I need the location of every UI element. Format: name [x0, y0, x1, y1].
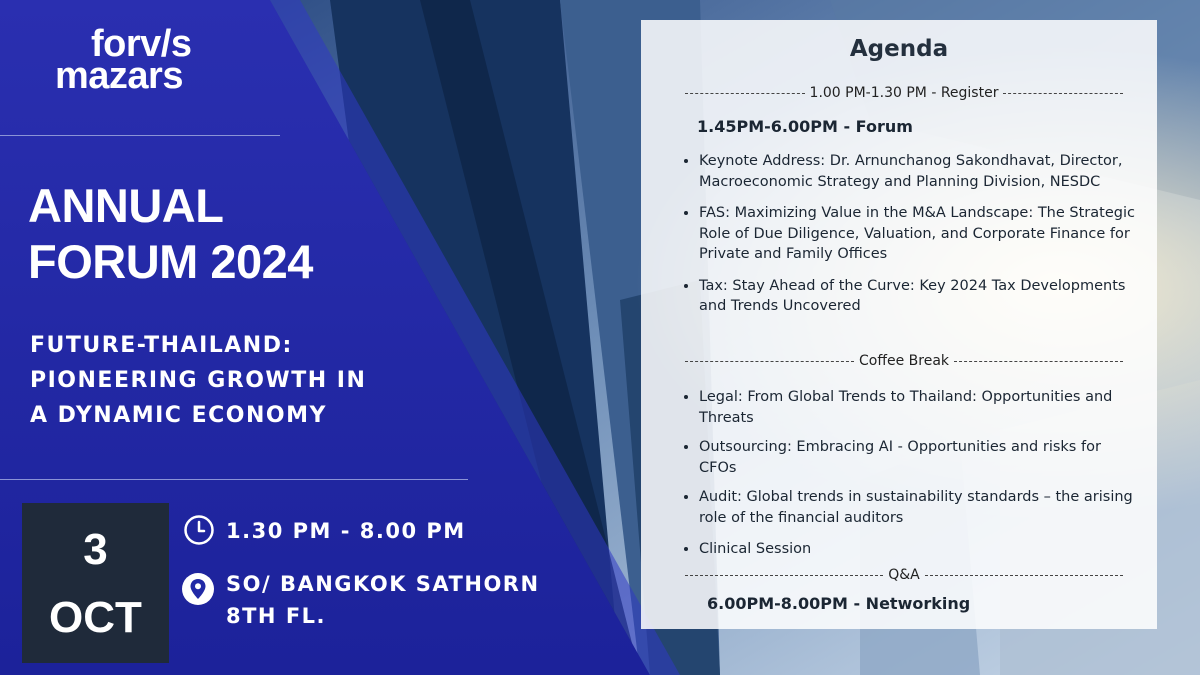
agenda-item-clinical: • Clinical Session: [699, 539, 1139, 560]
logo-line-2: mazars: [55, 55, 183, 97]
logo-line-1: forv/s: [91, 23, 192, 65]
venue-line-1: SO/ BANGKOK SATHORN: [226, 572, 540, 596]
agenda-list-forum: [679, 151, 1139, 317]
date-box: [22, 503, 169, 663]
subtitle-line-1: FUTURE-THAILAND:: [30, 333, 293, 358]
register-time: 1.00 PM-1.30 PM - Register: [809, 85, 999, 101]
divider-bottom: [0, 479, 468, 480]
agenda-item-audit: • Audit: Global trends in sustainability standards – the arising role of the financial auditors: [699, 487, 1139, 528]
coffee-break-label: Coffee Break: [859, 353, 950, 369]
subtitle-line-3: A DYNAMIC ECONOMY: [30, 403, 327, 428]
agenda-item-tax: • Tax: Stay Ahead of the Curve: Key 2024 Tax Developments and Trends Uncovered: [699, 276, 1139, 317]
agenda-item-legal: • Legal: From Global Trends to Thailand: Opportunities and Threats: [699, 387, 1139, 428]
divider-top: [0, 135, 280, 136]
agenda-card: [641, 20, 1157, 629]
title-line-1: ANNUAL: [28, 179, 224, 232]
forum-time: 1.45PM-6.00PM - Forum: [697, 117, 913, 136]
title-line-2: FORUM 2024: [28, 235, 313, 288]
coffee-break-separator: [685, 353, 1123, 369]
company-logo: [55, 23, 192, 97]
agenda-title: Agenda: [849, 36, 949, 62]
event-subtitle: [30, 328, 366, 433]
event-venue: [226, 568, 540, 632]
clock-icon: [183, 514, 215, 546]
agenda-item-fas: • FAS: Maximizing Value in the M&A Landscape: The Strategic Role of Due Diligence, Valuation, and Corporate Finance for Private and Family Offices: [699, 203, 1139, 265]
agenda-item-outsourcing: • Outsourcing: Embracing AI - Opportunities and risks for CFOs: [699, 437, 1139, 478]
networking-time: 6.00PM-8.00PM - Networking: [707, 594, 971, 613]
agenda-list-afternoon: [679, 387, 1139, 560]
venue-line-2: 8TH FL.: [226, 604, 327, 628]
event-title: [28, 178, 313, 290]
agenda-item-keynote: • Keynote Address: Dr. Arnunchanog Sakondhavat, Director, Macroeconomic Strategy and Planning Division, NESDC: [699, 151, 1139, 192]
qa-label: Q&A: [888, 567, 920, 583]
date-day: 3: [83, 525, 108, 574]
register-separator: [685, 85, 1123, 101]
date-month: OCT: [49, 593, 142, 642]
subtitle-line-2: PIONEERING GROWTH IN: [30, 368, 367, 393]
event-time: 1.30 PM - 8.00 PM: [226, 519, 466, 543]
qa-separator: [685, 567, 1123, 583]
location-pin-icon: [181, 572, 215, 606]
